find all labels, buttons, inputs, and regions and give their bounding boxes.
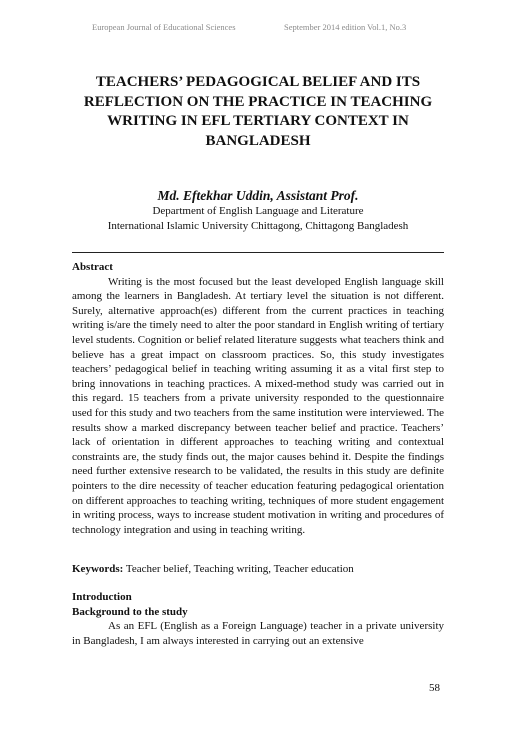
author-institution: International Islamic University Chittagong, Chittagong Bangladesh xyxy=(107,220,409,232)
keywords-label: Keywords: xyxy=(72,563,124,575)
keywords-text: Teacher belief, Teaching writing, Teacher education xyxy=(125,563,354,575)
journal-edition: September 2014 edition Vol.1, No.3 xyxy=(284,22,407,32)
background-subheading: Background to the study xyxy=(72,605,188,618)
introduction-text: As an EFL (English as a Foreign Language) teacher in a private university in Bangladesh, I am always interested in carrying out an extensive xyxy=(72,620,444,647)
journal-name: European Journal of Educational Sciences xyxy=(92,22,236,32)
abstract-heading: Abstract xyxy=(72,261,113,273)
introduction-section xyxy=(72,590,444,648)
author-department: Department of English Language and Literature xyxy=(152,205,364,217)
abstract-section xyxy=(72,260,444,537)
section-divider xyxy=(72,252,444,253)
paper-title: TEACHERS’ PEDAGOGICAL BELIEF AND ITS REFLECTION ON THE PRACTICE IN TEACHING WRITING IN EFL TERTIARY CONTEXT IN BANGLADESH xyxy=(83,74,433,149)
abstract-text: Writing is the most focused but the least developed English language skill among the learners in Bangladesh. At tertiary level the situation is not different. Surely, alternative approach(es) different from the current practices in teaching writing is/are the timely need to alter the poor standard in English writing of tertiary level students. Cognition or belief related literature suggests what teachers think and believe has a great impact on classroom practices. So, this study investigates teachers’ pedagogical belief in teaching writing assuming it as a vital first step to bring innovations in teaching practices. A mixed-method study was carried out in this regard. 15 teachers from a private university responded to the questionnaire used for this study and two teachers from the same institution were interviewed. The results show a marked discrepancy between teacher belief and practice. Teachers’ lack of orientation in different approaches to teaching writing and contextual constraints are, the study finds out, the major causes behind it. Despite the findings need further extensive research to be validated, the results in this study are definite pointers to the dire necessity of teacher education featuring pedagogical orientation on different approaches to teaching writing, techniques of more student engagement in writing process, ways to increase student motivation in writing and procedures of technology integration and using in teaching writing. xyxy=(72,275,444,536)
introduction-heading: Introduction xyxy=(72,591,132,603)
author-block xyxy=(60,187,456,234)
author-name: Md. Eftekhar Uddin, Assistant Prof. xyxy=(157,188,359,203)
page-number: 58 xyxy=(429,682,440,694)
keywords-line xyxy=(72,562,444,577)
